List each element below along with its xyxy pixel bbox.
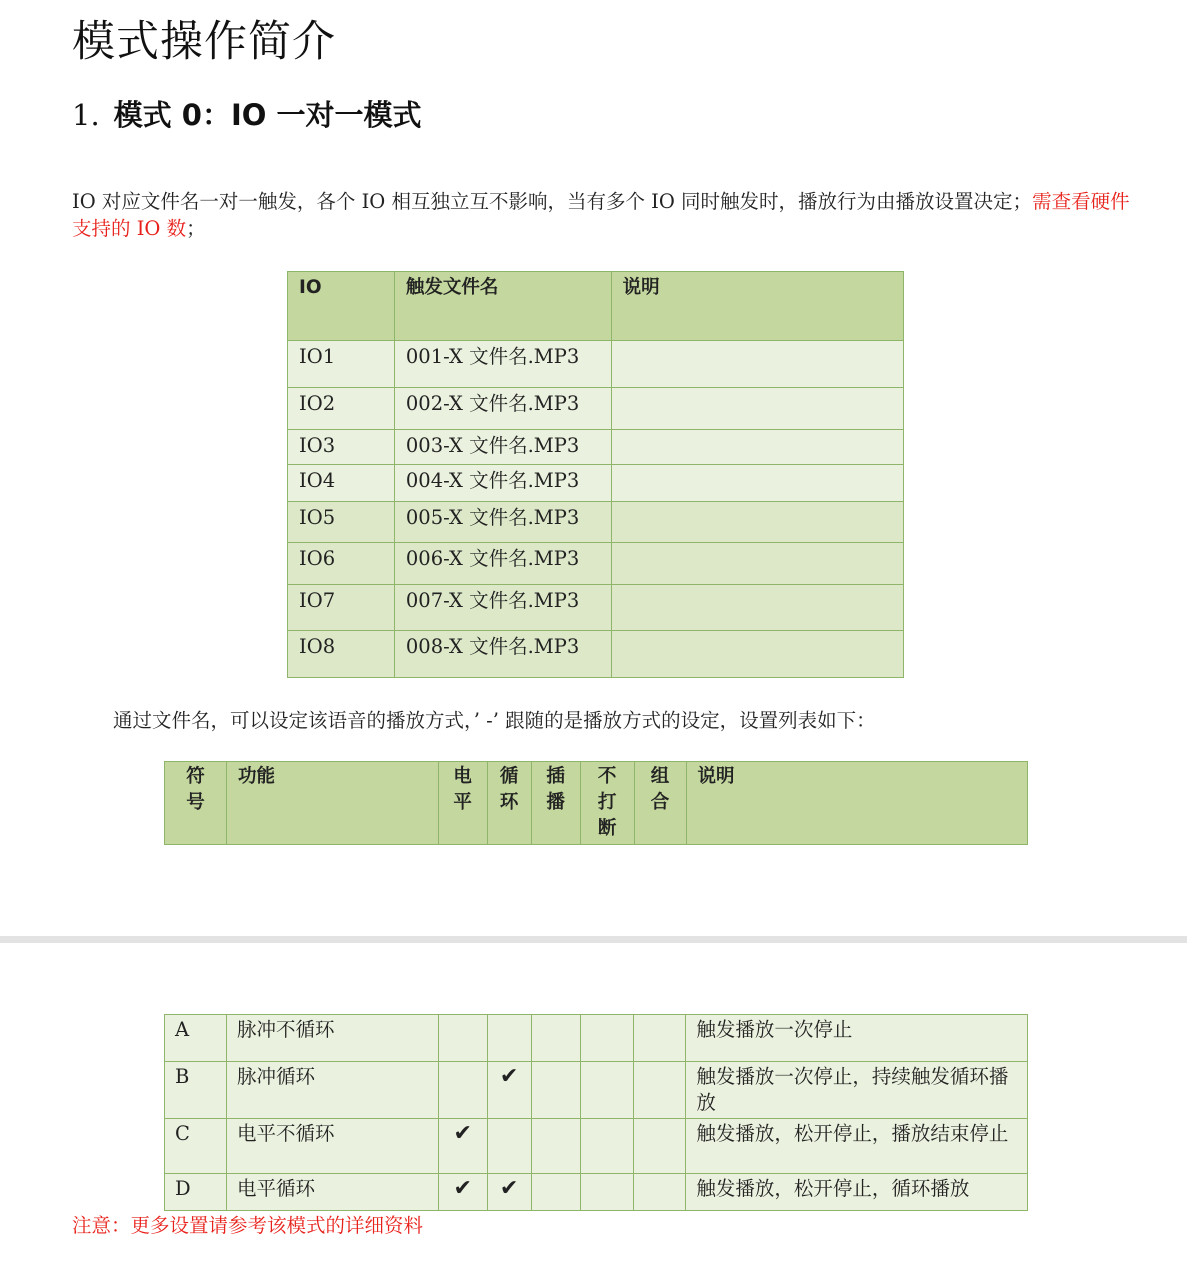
file-cell: 007-X 文件名.MP3	[394, 585, 611, 631]
table-row	[165, 1174, 1028, 1211]
symbol-cell: B	[165, 1062, 227, 1119]
function-cell: 电平循环	[226, 1174, 438, 1211]
intro-highlight: 需查看硬件支持的 IO 数	[72, 190, 1130, 240]
file-cell: 002-X 文件名.MP3	[394, 388, 611, 430]
table-row	[288, 341, 904, 388]
desc-cell	[611, 543, 903, 585]
desc-cell: 触发播放，松开停止，播放结束停止	[686, 1119, 1028, 1174]
header-combo: 组合	[634, 762, 686, 845]
desc-cell	[611, 631, 903, 678]
io-table	[287, 271, 904, 678]
symbol-cell: D	[165, 1174, 227, 1211]
no-interrupt-cell	[580, 1119, 634, 1174]
insert-cell	[531, 1119, 580, 1174]
io-table-header	[288, 272, 904, 341]
table-row	[165, 1015, 1028, 1062]
section-title: 模式 0：IO 一对一模式	[113, 98, 422, 132]
header-function: 功能	[226, 762, 438, 845]
intro-text: IO 对应文件名一对一触发，各个 IO 相互独立互不影响，当有多个 IO 同时触发时，播放行为由播放设置决定；	[72, 190, 1033, 213]
combo-cell	[634, 1015, 686, 1062]
header-loop: 循环	[487, 762, 531, 845]
page-title: 模式操作简介	[72, 17, 336, 67]
header-no-interrupt: 不打断	[580, 762, 634, 845]
function-cell: 脉冲循环	[226, 1062, 438, 1119]
header-symbol: 符号	[165, 762, 227, 845]
table-row	[288, 585, 904, 631]
file-cell: 003-X 文件名.MP3	[394, 430, 611, 465]
loop-cell	[487, 1015, 531, 1062]
header-level: 电平	[438, 762, 487, 845]
no-interrupt-cell	[580, 1174, 634, 1211]
io-cell: IO5	[288, 502, 395, 543]
level-cell: ✔	[438, 1174, 487, 1211]
desc-cell	[611, 585, 903, 631]
desc-cell	[611, 341, 903, 388]
no-interrupt-cell	[580, 1062, 634, 1119]
desc-cell	[611, 502, 903, 543]
io-cell: IO8	[288, 631, 395, 678]
table-row	[288, 502, 904, 543]
combo-cell	[634, 1062, 686, 1119]
io-cell: IO6	[288, 543, 395, 585]
header-desc: 说明	[686, 762, 1027, 845]
insert-cell	[531, 1015, 580, 1062]
table-row	[288, 388, 904, 430]
desc-cell: 触发播放一次停止，持续触发循环播放	[686, 1062, 1028, 1119]
level-cell	[438, 1015, 487, 1062]
file-cell: 004-X 文件名.MP3	[394, 465, 611, 502]
page-separator	[0, 936, 1187, 943]
insert-cell	[531, 1062, 580, 1119]
loop-cell: ✔	[487, 1062, 531, 1119]
mode-note: 通过文件名，可以设定该语音的播放方式，’ -’ 跟随的是播放方式的设定，设置列表如下：	[113, 709, 876, 732]
level-cell	[438, 1062, 487, 1119]
insert-cell	[531, 1174, 580, 1211]
desc-cell	[611, 430, 903, 465]
mode-table-header	[164, 761, 1028, 845]
header-insert: 插播	[531, 762, 580, 845]
section-number: 1.	[72, 98, 100, 132]
symbol-cell: C	[165, 1119, 227, 1174]
desc-cell	[611, 388, 903, 430]
function-cell: 脉冲不循环	[226, 1015, 438, 1062]
table-row	[288, 430, 904, 465]
desc-cell	[611, 465, 903, 502]
intro-end: ；	[186, 217, 206, 240]
desc-cell: 触发播放一次停止	[686, 1015, 1028, 1062]
section-heading	[72, 93, 422, 134]
table-row	[288, 631, 904, 678]
table-row	[165, 1119, 1028, 1174]
level-cell: ✔	[438, 1119, 487, 1174]
desc-cell: 触发播放，松开停止，循环播放	[686, 1174, 1028, 1211]
io-header-desc: 说明	[611, 272, 903, 341]
io-cell: IO3	[288, 430, 395, 465]
combo-cell	[634, 1174, 686, 1211]
footer-note: 注意：更多设置请参考该模式的详细资料	[72, 1214, 424, 1237]
loop-cell: ✔	[487, 1174, 531, 1211]
intro-paragraph	[72, 188, 1132, 242]
io-cell: IO7	[288, 585, 395, 631]
io-cell: IO1	[288, 341, 395, 388]
table-row	[165, 1062, 1028, 1119]
io-cell: IO4	[288, 465, 395, 502]
combo-cell	[634, 1119, 686, 1174]
symbol-cell: A	[165, 1015, 227, 1062]
file-cell: 008-X 文件名.MP3	[394, 631, 611, 678]
file-cell: 001-X 文件名.MP3	[394, 341, 611, 388]
table-row	[288, 465, 904, 502]
no-interrupt-cell	[580, 1015, 634, 1062]
loop-cell	[487, 1119, 531, 1174]
file-cell: 006-X 文件名.MP3	[394, 543, 611, 585]
table-row	[288, 543, 904, 585]
function-cell: 电平不循环	[226, 1119, 438, 1174]
mode-header-row	[165, 762, 1028, 845]
mode-table	[164, 1014, 1028, 1211]
file-cell: 005-X 文件名.MP3	[394, 502, 611, 543]
io-header-file: 触发文件名	[394, 272, 611, 341]
io-header-io: IO	[288, 272, 395, 341]
io-cell: IO2	[288, 388, 395, 430]
